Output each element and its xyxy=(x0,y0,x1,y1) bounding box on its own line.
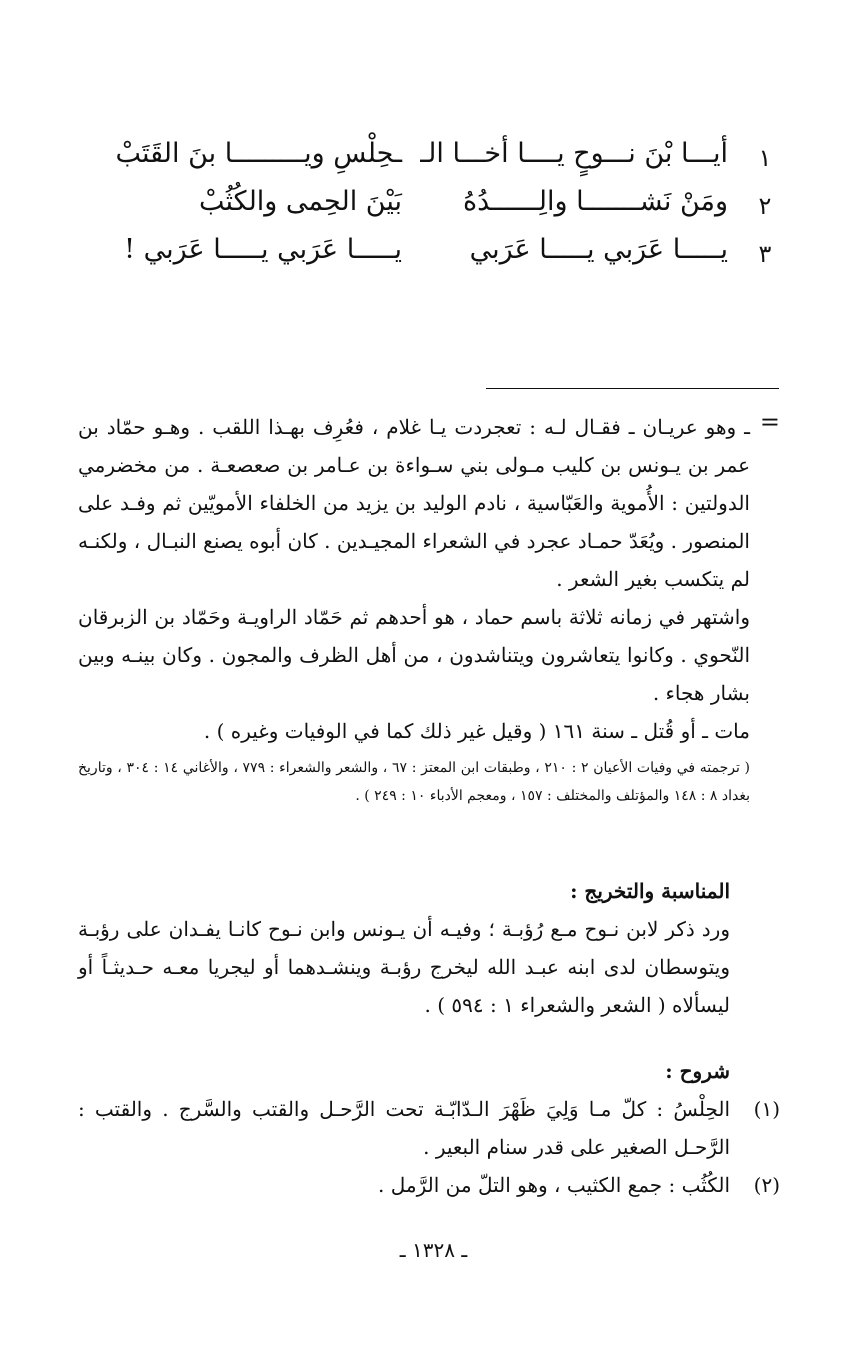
poem xyxy=(60,138,780,282)
verse-first-hemistich: ومَنْ نَشـــــــا والِــــــدُهُ xyxy=(463,186,728,217)
occasion-text: ورد ذكر لابن نـوح مـع رُؤبـة ؛ وفيـه أن يـونس وابن نـوح كانـا يفـدان على رؤبـة ويتوسطان لدى ابنه عبـد الله ليخرج رؤبـة وينشـدهما أو ليجريا معـه حـديثـاً أو ليسألاه ( الشعر والشعراء ١ : ٥٩٤ ) . xyxy=(78,917,730,1017)
gloss-text: الكُثُب : جمع الكثيب ، وهو التلّ من الرَّمل . xyxy=(378,1173,730,1197)
biography-text xyxy=(78,408,750,750)
verse-3 xyxy=(60,234,780,282)
continuation-mark: = xyxy=(759,408,780,436)
section-heading: شروح : xyxy=(665,1059,730,1083)
verse-number: ٣ xyxy=(758,240,772,268)
gloss-item xyxy=(78,1166,780,1204)
verse-number: ١ xyxy=(758,144,772,172)
verse-second-hemistich: ـحِلْسِ ويـــــــــا بنَ القَتَبْ xyxy=(115,138,402,169)
verse-second-hemistich: يـــــا عَرَبي يـــــا عَرَبي ! xyxy=(124,234,402,265)
verse-first-hemistich: أيـــا بْنَ نـــوحٍ يــــا أخـــا الـ xyxy=(420,138,728,169)
biography-notes xyxy=(78,408,780,810)
gloss-text: الحِلْسُ : كلّ مـا وَلِيَ ظَهْرَ الـدّابّـة تحت الرَّحـل والقتب والسَّرج . والقتب : الرَّحـل الصغير على قدر سنام البعير . xyxy=(78,1097,730,1159)
section-heading: المناسبة والتخريج : xyxy=(570,879,730,903)
glosses-section xyxy=(78,1052,780,1204)
bio-paragraph: مات ـ أو قُتل ـ سنة ١٦١ ( وقيل غير ذلك كما في الوفيات وغيره ) . xyxy=(203,719,750,743)
verse-second-hemistich: بَيْنَ الحِمى والكُثُبْ xyxy=(199,186,402,217)
occasion-section xyxy=(78,872,730,1024)
page-number: ـ ١٣٢٨ ـ xyxy=(399,1238,468,1262)
verse-1 xyxy=(60,138,780,186)
verse-2 xyxy=(60,186,780,234)
verse-first-hemistich: يـــــا عَرَبي يـــــا عَرَبي xyxy=(469,234,728,265)
gloss-item xyxy=(78,1090,780,1166)
references: ( ترجمته في وفيات الأعيان ٢ : ٢١٠ ، وطبقات ابن المعتز : ٦٧ ، والشعر والشعراء : ٧٧٩ ، والأغاني ١٤ : ٣٠٤ ، وتاريخ بغداد ٨ : ١٤٨ والمؤتلف والمختلف : ١٥٧ ، ومعجم الأدباء ١٠ : ٢٤٩ ) . xyxy=(78,760,750,804)
bio-paragraph: واشتهر في زمانه ثلاثة باسم حماد ، هو أحدهم ثم حَمّاد الراويـة وحَمّاد بن الزبرقان النّحوي . وكانوا يتعاشرون ويتناشدون ، من أهل الظرف والمجون . وكان بينـه وبين بشار هجاء . xyxy=(78,605,750,705)
bio-paragraph: ـ وهو عريـان ـ فقـال لـه : تعجردت يـا غلام ، فعُرِف بهـذا اللقب . وهـو حمّاد بن عمر بن يـونس بن كليب مـولى بني سـواءة بن عـامر بن صعصعـة . من مخضرمي الدولتين : الأُموية والعَبّاسية ، نادم الوليد بن يزيد من الخلفاء الأمويّين ثم وفـد على المنصور . ويُعَدّ حمـاد عجرد في الشعراء المجيـدين . كان أبوه يصنع النبـال ، ولكنـه لم يتكسب بغير الشعر . xyxy=(78,415,750,591)
verse-number: ٢ xyxy=(758,192,772,220)
footnote-divider xyxy=(486,388,779,389)
gloss-number: (١) xyxy=(753,1097,780,1121)
gloss-number: (٢) xyxy=(753,1173,780,1197)
